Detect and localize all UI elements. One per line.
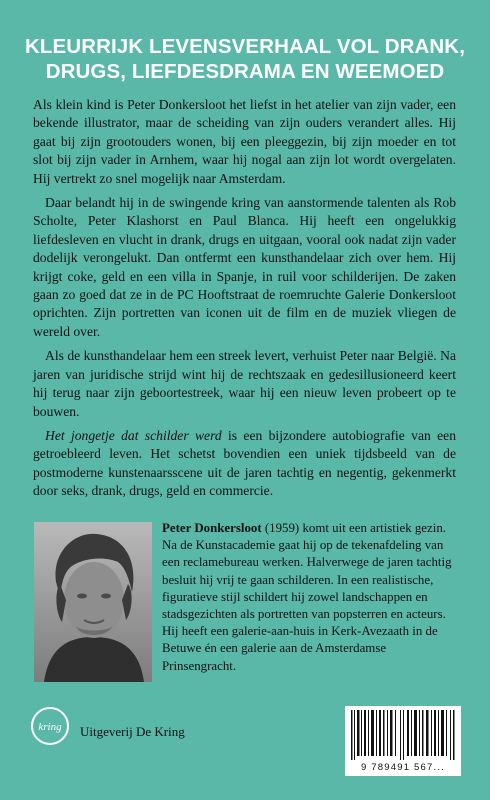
publisher-name: Uitgeverij De Kring bbox=[80, 724, 185, 739]
headline-line-2: DRUGS, LIEFDESDRAMA EN WEEMOED bbox=[45, 60, 445, 83]
svg-text:kring: kring bbox=[38, 721, 62, 733]
blurb bbox=[33, 96, 456, 507]
barcode-number: 9 789491 567... bbox=[360, 762, 446, 773]
author-photo bbox=[34, 522, 152, 682]
author-bio bbox=[162, 520, 462, 675]
publisher-logo bbox=[30, 706, 70, 746]
blurb-paragraph-2: Daar belandt hij in de swingende kring van aanstormende talenten als Rob Scholte, Peter Klashorst en Paul Blanca. Hij heeft een ongelukkig liefdesleven en vlucht in drank, drugs en uitgaan, vooral ook nadat zijn vader dodelijk verongelukt. Dan ontfermt een kunsthandelaar zich over hem. Hij krijgt coke, geld en een villa in Spanje, in ruil voor schilderijen. De zaken gaan zo goed dat ze in de PC Hooftstraat de roemruchte Galerie Donkersloot oprichten. Zijn portretten van iconen uit de film en de muziek vliegen de wereld over. bbox=[33, 195, 456, 339]
author-name: Peter Donkersloot bbox=[162, 521, 262, 535]
author-bio-text: (1959) komt uit een artistiek gezin. Na de Kunstacademie gaat hij op de tekenafdeling van een reclamebureau werken. Halverwege de jaren tachtig besluit hij vrij te gaan schilderen. In een realistische, figuratieve stijl schildert hij zowel landschappen en stadsgezichten als portretten van popsterren en acteurs. Hij heeft een galerie-aan-huis in Kerk-Avezaath in de Betuwe én een galerie aan de Amsterdamse Prinsengracht. bbox=[162, 521, 452, 673]
blurb-paragraph-1: Als klein kind is Peter Donkersloot het liefst in het atelier van zijn vader, een bekende illustrator, maar de scheiding van zijn ouders verandert alles. Hij gaat bij zijn grootouders wonen, bij een pleeggezin, bij zijn moeder en tot slot bij zijn vader in Arnhem, waar hij nogal aan zijn lot wordt overgelaten. Hij vertrekt zo snel mogelijk naar Amsterdam. bbox=[33, 97, 456, 186]
blurb-paragraph-4 bbox=[33, 427, 456, 501]
barcode-bars bbox=[345, 706, 461, 762]
headline-line-1: KLEURRIJK LEVENSVERHAAL VOL DRANK, bbox=[24, 35, 466, 58]
barcode bbox=[345, 706, 461, 776]
blurb-paragraph-3: Als de kunsthandelaar hem een streek levert, verhuist Peter naar België. Na jaren van juridische strijd wint hij de rechtszaak en gedesillusioneerd keert hij terug naar zijn geboortestreek, waar hij een nieuw leven probeert op te bouwen. bbox=[33, 348, 456, 419]
cover-headline bbox=[20, 34, 470, 84]
blurb-paragraph-4-text: is een bijzondere autobiografie van een getroebleerd leven. Het schetst bovendien een uniek tijdsbeeld van de postmoderne kunstenaarsscene uit de jaren tachtig en negentig, gekenmerkt door seks, drank, drugs, geld en commercie. bbox=[33, 427, 456, 499]
book-title: Het jongetje dat schilder werd bbox=[45, 427, 222, 443]
